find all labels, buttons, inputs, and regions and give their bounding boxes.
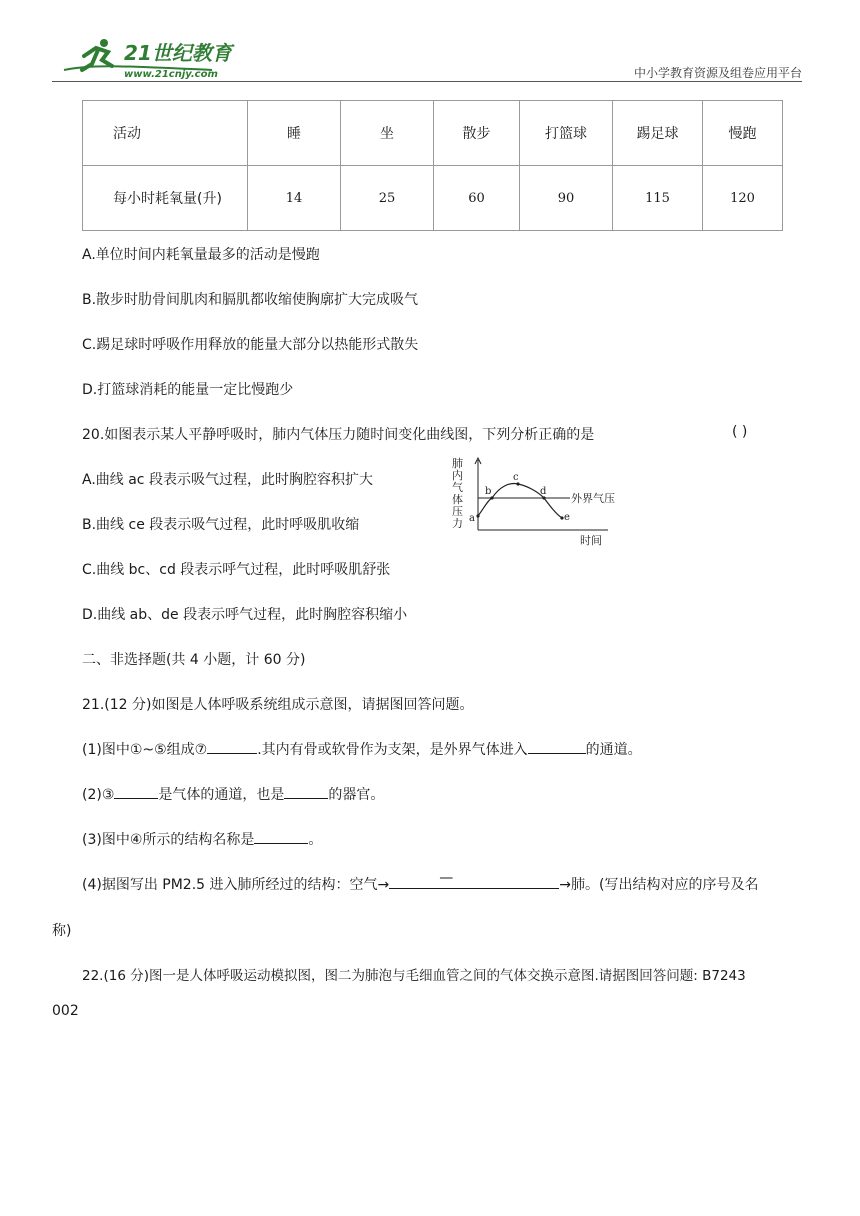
logo-text: 21世纪教育 <box>124 41 232 65</box>
answer-blank <box>207 739 257 754</box>
table-cell: 14 <box>248 166 341 231</box>
text-segment: — <box>439 870 454 886</box>
point-a <box>476 514 479 517</box>
table-cell: 坐 <box>341 101 434 166</box>
q19-option-a: A.单位时间内耗氧量最多的活动是慢跑 <box>82 247 320 263</box>
lung-pressure-graph <box>438 456 628 548</box>
table-cell: 25 <box>341 166 434 231</box>
table-cell: 每小时耗氧量(升) <box>83 166 248 231</box>
text-segment: (2)③ <box>82 787 115 803</box>
text-segment: 的器官。 <box>328 787 385 803</box>
point-label-d: d <box>540 486 547 497</box>
text-segment: 是气体的通道，也是 <box>158 787 285 803</box>
q19-option-c: C.踢足球时呼吸作用释放的能量大部分以热能形式散失 <box>82 337 419 353</box>
table-cell: 踢足球 <box>613 101 703 166</box>
point-label-b: b <box>485 486 492 497</box>
q19-option-b: B.散步时肋骨间肌肉和膈肌都收缩使胸廓扩大完成吸气 <box>82 292 419 308</box>
table-cell: 散步 <box>434 101 520 166</box>
table-cell: 120 <box>703 166 783 231</box>
q21-part-1 <box>82 739 642 759</box>
point-label-c: c <box>513 472 519 483</box>
y-label-char: 力 <box>452 517 463 530</box>
table-cell: 60 <box>434 166 520 231</box>
table-cell: 115 <box>613 166 703 231</box>
text-segment: (3)图中④所示的结构名称是 <box>82 832 255 848</box>
q22-stem: 22.(16 分)图一是人体呼吸运动模拟图，图二为肺泡与毛细血管之间的气体交换示意图.请据图回答问题: B7243 <box>82 968 746 984</box>
logo <box>62 36 252 80</box>
section-title: 二、非选择题(共 4 小题，计 60 分) <box>82 652 306 668</box>
text-segment: .其内有骨或软骨作为支架，是外界气体进入 <box>257 742 528 758</box>
q21-part-3 <box>82 829 322 849</box>
table-cell: 睡 <box>248 101 341 166</box>
table-header-row <box>83 101 783 166</box>
table-cell: 活动 <box>83 101 248 166</box>
q21-stem: 21.(12 分)如图是人体呼吸系统组成示意图，请据图回答问题。 <box>82 697 474 713</box>
q21-part-4 <box>82 870 759 894</box>
y-label-char: 压 <box>452 505 463 518</box>
q21-part-2 <box>82 784 384 804</box>
q20-option-b: B.曲线 ce 段表示吸气过程，此时呼吸肌收缩 <box>82 517 360 533</box>
y-label-char: 内 <box>452 469 463 482</box>
q22-stem-cont: 002 <box>52 1003 79 1019</box>
text-segment: →肺。(写出结构对应的序号及名 <box>559 877 759 893</box>
q20-stem: 20.如图表示某人平静呼吸时，肺内气体压力随时间变化曲线图，下列分析正确的是 <box>82 427 595 443</box>
point-label-e: e <box>564 512 570 523</box>
y-label-char: 肺 <box>452 457 463 470</box>
q21-part-4-cont: 称) <box>52 923 72 939</box>
page-header <box>52 34 802 82</box>
ref-line-label: 外界气压 <box>571 492 615 505</box>
y-label-char: 气 <box>452 481 463 494</box>
text-segment: (1)图中①~⑤组成⑦ <box>82 742 208 758</box>
table-cell: 慢跑 <box>703 101 783 166</box>
answer-blank <box>528 739 586 754</box>
q20-option-a: A.曲线 ac 段表示吸气过程，此时胸腔容积扩大 <box>82 472 373 488</box>
answer-blank <box>254 829 308 844</box>
site-name: 中小学教育资源及组卷应用平台 <box>633 66 802 80</box>
q20-answer-paren: ( ) <box>732 424 748 440</box>
table-cell: 90 <box>520 166 613 231</box>
answer-blank <box>114 784 158 799</box>
text-segment: (4)据图写出 PM2.5 进入肺所经过的结构：空气→ <box>82 877 390 893</box>
text-segment: 。 <box>308 832 323 848</box>
x-axis-label: 时间 <box>580 534 602 547</box>
answer-blank <box>389 870 559 889</box>
table-value-row <box>83 166 783 231</box>
answer-blank <box>284 784 328 799</box>
point-label-a: a <box>469 513 475 524</box>
q20-option-d: D.曲线 ab、de 段表示呼气过程，此时胸腔容积缩小 <box>82 607 408 623</box>
text-segment: 的通道。 <box>585 742 642 758</box>
y-label-char: 体 <box>452 493 463 506</box>
q20-option-c: C.曲线 bc、cd 段表示呼气过程，此时呼吸肌舒张 <box>82 562 391 578</box>
table-cell: 打篮球 <box>520 101 613 166</box>
logo-url: www.21cnjy.com <box>124 69 218 80</box>
header-divider <box>52 81 802 82</box>
oxygen-consumption-table <box>82 100 783 231</box>
q19-option-d: D.打篮球消耗的能量一定比慢跑少 <box>82 382 294 398</box>
